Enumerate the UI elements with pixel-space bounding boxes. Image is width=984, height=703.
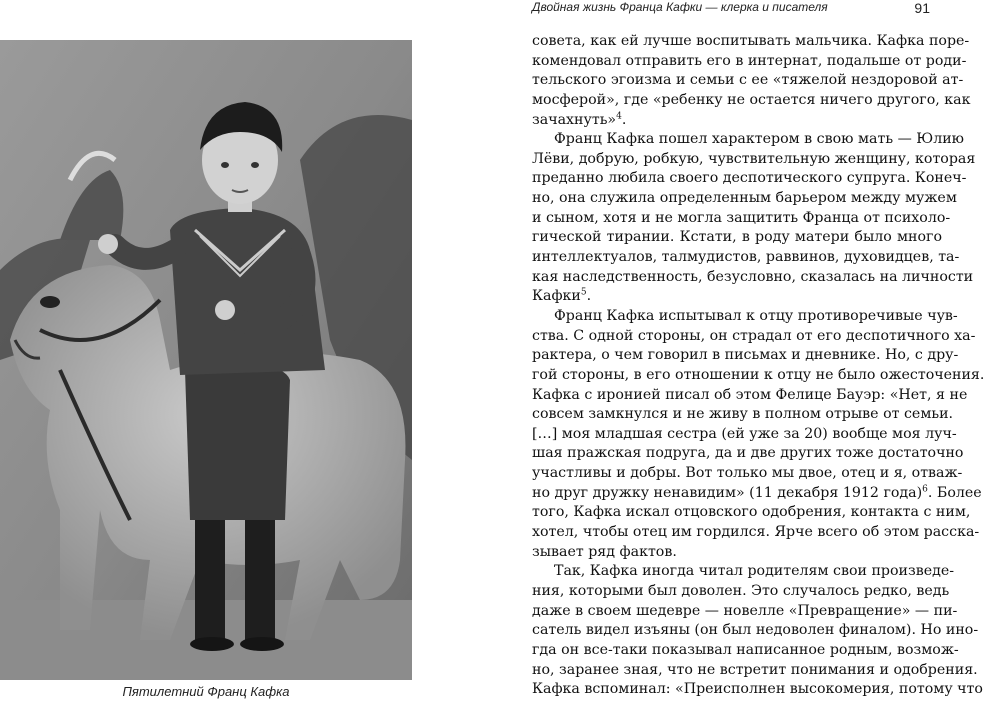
text-line-content: Так, Кафка иногда читал родителям свои произведе- (554, 563, 955, 580)
text-line-content: […] моя младшая сестра (ей уже за 20) вообще моя луч- (532, 425, 957, 442)
text-line-content: хотел, чтобы отец им гордился. Ярче всего об этом расска- (532, 524, 980, 541)
text-line (532, 346, 959, 366)
text-line-content: рактера, о чем говорил в письмах и дневнике. Но, с дру- (532, 347, 959, 364)
text-line-content: ства. С одной стороны, он страдал от его деспотичного ха- (532, 327, 976, 344)
text-line (532, 562, 955, 582)
text-line-content: Франц Кафка испытывал к отцу противоречивые чув- (554, 307, 958, 324)
text-line-content: Кафка с иронией писал об этом Фелице Бауэр: «Нет, я не (532, 386, 968, 403)
text-line-content: кая наследственность, безусловно, сказалась на личности (532, 268, 974, 285)
text-line (532, 444, 964, 464)
text-line-content: Лёви, добрую, робкую, чувствительную женщину, которая (532, 150, 976, 167)
page-number: 91 (914, 0, 930, 16)
text-line (532, 248, 960, 268)
text-line (532, 503, 971, 523)
text-line (532, 52, 967, 72)
footnote-reference[interactable]: 6 (922, 484, 928, 494)
text-line (532, 523, 980, 543)
text-line-tail: . (586, 288, 592, 305)
body-text (532, 32, 984, 700)
text-line-content: совета, как ей лучше воспитывать мальчика. Кафка поре- (532, 33, 970, 49)
text-line-content: ния, которыми был доволен. Это случалось редко, ведь (532, 582, 950, 599)
text-line (532, 228, 942, 248)
text-line (532, 111, 942, 131)
text-line (532, 641, 959, 661)
text-line (532, 71, 964, 91)
text-line (532, 386, 968, 406)
text-line-content: зачахнуть» (532, 111, 617, 128)
text-line-content: зывает ряд фактов. (532, 543, 677, 560)
text-line (532, 425, 957, 445)
text-line-content: тельского эгоизма и семьи с ее «тяжелой нездоровой ат- (532, 72, 964, 89)
text-line (532, 484, 982, 504)
text-line-content: того, Кафка искал отцовского одобрения, контакта с ним, (532, 504, 971, 521)
text-line-content: гической тирании. Кстати, в роду матери было много (532, 229, 942, 246)
text-line (532, 543, 942, 563)
text-line-content: совсем замкнулся и не живу в полном отрыве от семьи. (532, 406, 954, 423)
text-line (532, 582, 950, 602)
text-line (532, 680, 983, 700)
text-line (532, 661, 978, 681)
text-line-content: но друг дружку ненавидим» (11 декабря 1912 года) (532, 484, 923, 501)
figure-caption: Пятилетний Франц Кафка (122, 684, 290, 699)
text-line (532, 602, 958, 622)
text-line (532, 32, 970, 52)
text-line-content: и сыном, хотя и не могла защитить Франца от психоло- (532, 209, 951, 226)
text-line-content: сатель видел изъяны (он был недоволен финалом). Но ино- (532, 622, 979, 639)
text-line-content: участливы и добры. Вот только мы двое, отец и я, отваж- (532, 465, 963, 482)
text-line-content: шая пражская подруга, да и две других тоже достаточно (532, 445, 964, 462)
text-line-content: гда он все-таки показывал написанное родным, возмож- (532, 641, 959, 658)
text-line-content: мосферой», где «ребенку не остается ничего другого, как (532, 91, 971, 108)
text-line (532, 621, 979, 641)
text-line-content: интеллектуалов, талмудистов, раввинов, духовидцев, та- (532, 249, 960, 266)
text-line-content: даже в своем шедевре — новелле «Превращение» — пи- (532, 602, 958, 619)
text-line (532, 287, 942, 307)
text-line (532, 130, 965, 150)
text-line (532, 169, 967, 189)
text-line-tail: . Более (927, 484, 982, 501)
text-line (532, 405, 954, 425)
text-line-content: гой стороны, в его отношении к отцу не было ожесточения. (532, 366, 984, 383)
text-line-content: Кафки (532, 288, 581, 305)
text-line-content: Кафка вспоминал: «Преисполнен высокомерия, потому что (532, 681, 983, 698)
text-line (532, 268, 974, 288)
text-line-content: Франц Кафка пошел характером в свою мать — Юлию (554, 131, 965, 148)
text-line (532, 327, 976, 347)
footnote-reference[interactable]: 5 (580, 287, 587, 298)
text-line (532, 189, 957, 209)
text-line (532, 366, 984, 386)
text-line (532, 464, 963, 484)
running-title: Двойная жизнь Франца Кафки — клерка и писателя (532, 0, 828, 14)
text-line (532, 150, 976, 170)
text-line-content: но, она служила определенным барьером между мужем (532, 190, 957, 207)
footnote-reference[interactable]: 4 (616, 110, 622, 121)
photo-young-kafka (0, 40, 412, 680)
text-line-content: но, заранее зная, что не встретит понимания и одобрения. (532, 661, 978, 678)
text-line (532, 209, 951, 229)
text-line-tail: . (621, 111, 627, 128)
text-line-content: комендовал отправить его в интернат, подальше от роди- (532, 52, 967, 69)
photo-illustration (0, 40, 412, 680)
text-line (532, 91, 971, 111)
text-line (532, 307, 958, 327)
text-line-content: преданно любила своего деспотического супруга. Конеч- (532, 170, 967, 187)
